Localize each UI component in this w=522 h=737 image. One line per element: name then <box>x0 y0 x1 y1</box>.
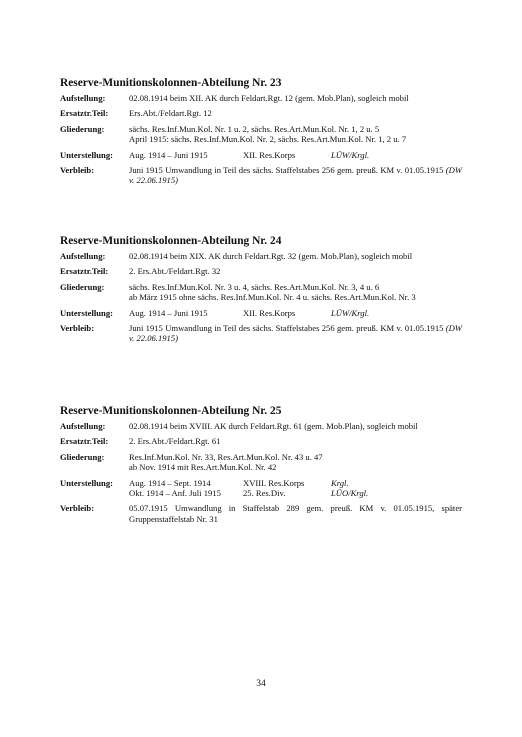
gliederung-text <box>129 124 462 145</box>
gliederung-line: ab März 1915 ohne sächs. Res.Inf.Mun.Kol. Nr. 4 u. sächs. Res.Art.Mun.Kol. Nr. 3 <box>129 292 416 303</box>
aufstellung-label: Aufstellung: <box>60 93 106 103</box>
gliederung-line: ab Nov. 1914 mit Res.Art.Mun.Kol. Nr. 42 <box>129 462 277 473</box>
section-title: Reserve-Munitionskolonnen-Abteilung Nr. 23 <box>60 77 282 89</box>
unterstellung-table <box>129 150 462 160</box>
gliederung-line: sächs. Res.Inf.Mun.Kol. Nr. 1 u. 2, sächs. Res.Art.Mun.Kol. Nr. 1, 2 u. 5 <box>129 123 380 134</box>
unterstellung-row <box>60 478 462 499</box>
unterstellung-label: Unterstellung: <box>60 307 113 318</box>
aufstellung-text: 02.08.1914 beim XVIII. AK durch Feldart.Rgt. 61 (gem. Mob.Plan), sogleich mobil <box>129 421 418 431</box>
verbleib-body: Juni 1915 Umwandlung in Teil des sächs. Staffelstabes 256 gem. preuß. KM v. 01.05.1915 <box>129 165 444 176</box>
unterstellung-period: Aug. 1914 – Juni 1915 <box>129 307 208 318</box>
gliederung-text <box>129 282 462 303</box>
verbleib-text <box>129 323 462 344</box>
aufstellung-text: 02.08.1914 beim XII. AK durch Feldart.Rgt. 12 (gem. Mob.Plan), sogleich mobil <box>129 93 409 103</box>
unterstellung-row <box>60 150 462 160</box>
gliederung-line: sächs. Res.Inf.Mun.Kol. Nr. 3 u. 4, sächs. Res.Art.Mun.Kol. Nr. 3, 4 u. 6 <box>129 281 380 292</box>
gliederung-label: Gliederung: <box>60 451 105 462</box>
verbleib-row <box>60 165 462 186</box>
aufstellung-label: Aufstellung: <box>60 251 106 261</box>
gliederung-line: April 1915: sächs. Res.Inf.Mun.Kol. Nr. 2, sächs. Res.Art.Mun.Kol. Nr. 1, 2 u. 7 <box>129 134 407 145</box>
ersatz-label: Ersatztr.Teil: <box>60 108 109 119</box>
ersatz-row <box>60 436 462 446</box>
unterstellung-row <box>60 308 462 318</box>
ersatz-label: Ersatztr.Teil: <box>60 436 109 447</box>
section-title: Reserve-Munitionskolonnen-Abteilung Nr. 24 <box>60 235 282 247</box>
verbleib-body: 05.07.1915 Umwandlung in Staffelstab 289 gem. preuß. KM v. 01.05.1915, später Gruppenstaffelstab Nr. 31 <box>129 503 462 524</box>
verbleib-row <box>60 503 462 524</box>
verbleib-label: Verbleib: <box>60 323 95 334</box>
gliederung-row <box>60 452 462 473</box>
ersatz-text: Ers.Abt./Feldart.Rgt. 12 <box>129 108 212 119</box>
section-abteilung-24 <box>60 234 462 349</box>
verbleib-body: Juni 1915 Umwandlung in Teil des sächs. Staffelstabes 256 gem. preuß. KM v. 01.05.1915 <box>129 323 444 334</box>
verbleib-citation: (DW v. 22.06.1915) <box>129 165 462 186</box>
verbleib-label: Verbleib: <box>60 165 95 176</box>
unterstellung-source: LÜW/Krgl. <box>331 149 370 160</box>
unterstellung-source: Krgl. <box>331 477 349 488</box>
unterstellung-source: LÜO/Krgl. <box>331 488 369 499</box>
unterstellung-period: Aug. 1914 – Juni 1915 <box>129 149 208 160</box>
verbleib-row <box>60 323 462 344</box>
aufstellung-label: Aufstellung: <box>60 421 106 431</box>
gliederung-label: Gliederung: <box>60 123 105 134</box>
ersatz-label: Ersatztr.Teil: <box>60 266 109 277</box>
gliederung-line: Res.Inf.Mun.Kol. Nr. 33, Res.Art.Mun.Kol. Nr. 43 u. 47 <box>129 451 323 462</box>
gliederung-row <box>60 282 462 303</box>
unterstellung-source: LÜW/Krgl. <box>331 307 370 318</box>
unterstellung-period: Aug. 1914 – Sept. 1914 <box>129 477 211 488</box>
aufstellung-row <box>60 93 462 103</box>
verbleib-text <box>129 165 462 186</box>
aufstellung-row <box>60 251 462 261</box>
unterstellung-unit: XII. Res.Korps <box>243 307 296 318</box>
ersatz-row <box>60 108 462 118</box>
unterstellung-table <box>129 308 462 318</box>
aufstellung-text: 02.08.1914 beim XIX. AK durch Feldart.Rgt. 32 (gem. Mob.Plan), sogleich mobil <box>129 251 413 261</box>
unterstellung-table <box>129 478 462 499</box>
page-number: 34 <box>256 679 266 689</box>
unterstellung-label: Unterstellung: <box>60 477 113 488</box>
aufstellung-row <box>60 421 462 431</box>
section-abteilung-25 <box>60 404 462 529</box>
unterstellung-unit: XVIII. Res.Korps <box>243 477 305 488</box>
gliederung-text <box>129 452 462 473</box>
section-title: Reserve-Munitionskolonnen-Abteilung Nr. 25 <box>60 405 282 417</box>
verbleib-label: Verbleib: <box>60 503 95 514</box>
unterstellung-unit: XII. Res.Korps <box>243 149 296 160</box>
verbleib-text <box>129 503 462 524</box>
unterstellung-unit: 25. Res.Div. <box>243 488 286 499</box>
unterstellung-period: Okt. 1914 – Anf. Juli 1915 <box>129 488 221 499</box>
gliederung-label: Gliederung: <box>60 281 105 292</box>
verbleib-citation: (DW v. 22.06.1915) <box>129 323 462 344</box>
ersatz-text: 2. Ers.Abt./Feldart.Rgt. 32 <box>129 266 221 277</box>
gliederung-row <box>60 124 462 145</box>
section-abteilung-23 <box>60 76 462 191</box>
ersatz-row <box>60 266 462 276</box>
ersatz-text: 2. Ers.Abt./Feldart.Rgt. 61 <box>129 436 221 447</box>
unterstellung-label: Unterstellung: <box>60 149 113 160</box>
